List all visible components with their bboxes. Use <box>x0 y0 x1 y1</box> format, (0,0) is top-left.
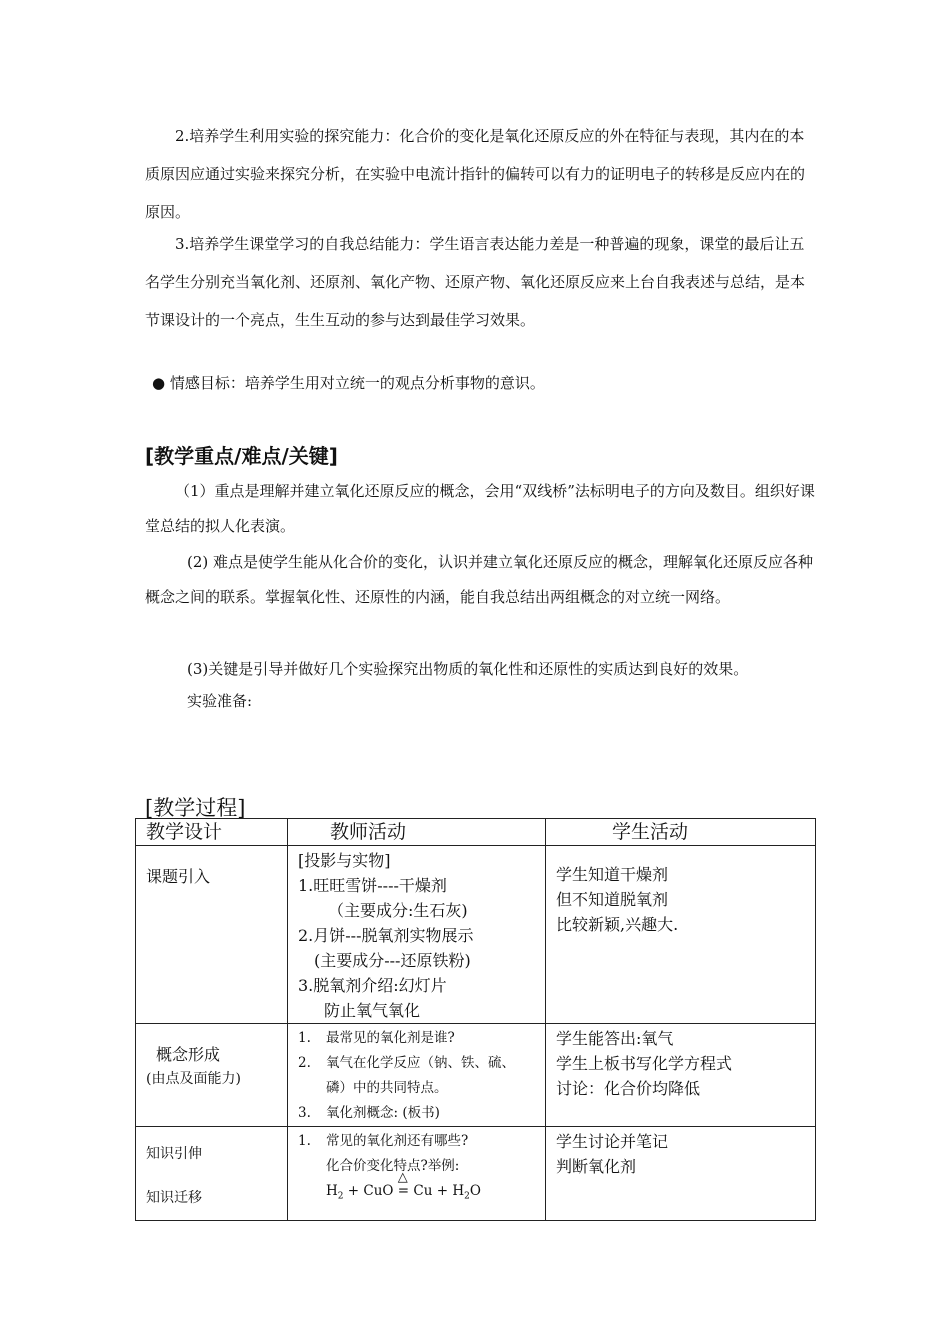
keypoint-3: (3)关键是引导并做好几个实验探究出物质的氧化性和还原性的实质达到良好的效果。 <box>187 660 749 678</box>
table-row <box>136 1127 816 1221</box>
header-student: 学生活动 <box>546 819 816 846</box>
keypoint-2: (2) 难点是使学生能从化合价的变化，认识并建立氧化还原反应的概念，理解氧化还原反应各种概念之间的联系。掌握氧化性、还原性的内涵，能自我总结出两组概念的对立统一网络。 <box>145 553 814 606</box>
design-cell: 知识引伸 知识迁移 <box>136 1127 288 1221</box>
design-cell: 课题引入 <box>136 846 288 1024</box>
table-header-row <box>136 819 816 846</box>
table-row <box>136 1024 816 1127</box>
heating-triangle-icon: △ = <box>398 1179 409 1204</box>
student-cell: 学生讨论并笔记 判断氧化剂 <box>546 1127 816 1221</box>
emotion-goal-text: 情感目标：培养学生用对立统一的观点分析事物的意识。 <box>169 374 545 392</box>
design-cell: 概念形成 (由点及面能力) <box>136 1024 288 1127</box>
teacher-cell: 1. 常见的氧化剂还有哪些? 化合价变化特点?举例: $H_2$ + CuO △ = $Cu + H_2O$ <box>288 1127 546 1221</box>
process-heading: [教学过程] <box>145 796 246 820</box>
ability-paragraph-2: 2.培养学生利用实验的探究能力：化合价的变化是氧化还原反应的外在特征与表现，其内在的本质原因应通过实验来探究分析，在实验中电流计指针的偏转可以有力的证明电子的转移是反应内在的原因。 <box>145 127 806 221</box>
header-teacher: 教师活动 <box>288 819 546 846</box>
teacher-cell: [投影与实物] 1.旺旺雪饼----干燥剂 （主要成分:生石灰) 2.月饼---脱氧剂实物展示 (主要成分---还原铁粉) 3.脱氧剂介绍:幻灯片 防止氧气氧化 <box>288 846 546 1024</box>
header-design: 教学设计 <box>136 819 288 846</box>
emotion-goal <box>152 372 545 393</box>
experiment-prep: 实验准备: <box>187 692 253 710</box>
table-row <box>136 846 816 1024</box>
bullet-icon: ● <box>152 374 166 392</box>
keypoint-1: （1）重点是理解并建立氧化还原反应的概念，会用“双线桥”法标明电子的方向及数目。组织好课堂总结的拟人化表演。 <box>145 482 815 535</box>
ability-paragraph-3: 3.培养学生课堂学习的自我总结能力：学生语言表达能力差是一种普遍的现象，课堂的最后让五名学生分别充当氧化剂、还原剂、氧化产物、还原产物、氧化还原反应来上台自我表述与总结，是本节课设计的一个亮点，生生互动的参与达到最佳学习效果。 <box>145 235 806 329</box>
process-table <box>135 818 816 1221</box>
student-cell: 学生知道干燥剂 但不知道脱氧剂 比较新颖,兴趣大. <box>546 846 816 1024</box>
keypoints-heading: [教学重点/难点/关键] <box>145 444 338 468</box>
student-cell: 学生能答出:氧气 学生上板书写化学方程式 讨论：化合价均降低 <box>546 1024 816 1127</box>
teacher-cell: 1. 最常见的氧化剂是谁? 2. 氧气在化学反应（钠、铁、硫、 磷）中的共同特点。 3. 氧化剂概念: (板书) <box>288 1024 546 1127</box>
chemical-equation: $H_2$ + CuO △ = $Cu + H_2O$ <box>298 1179 545 1210</box>
